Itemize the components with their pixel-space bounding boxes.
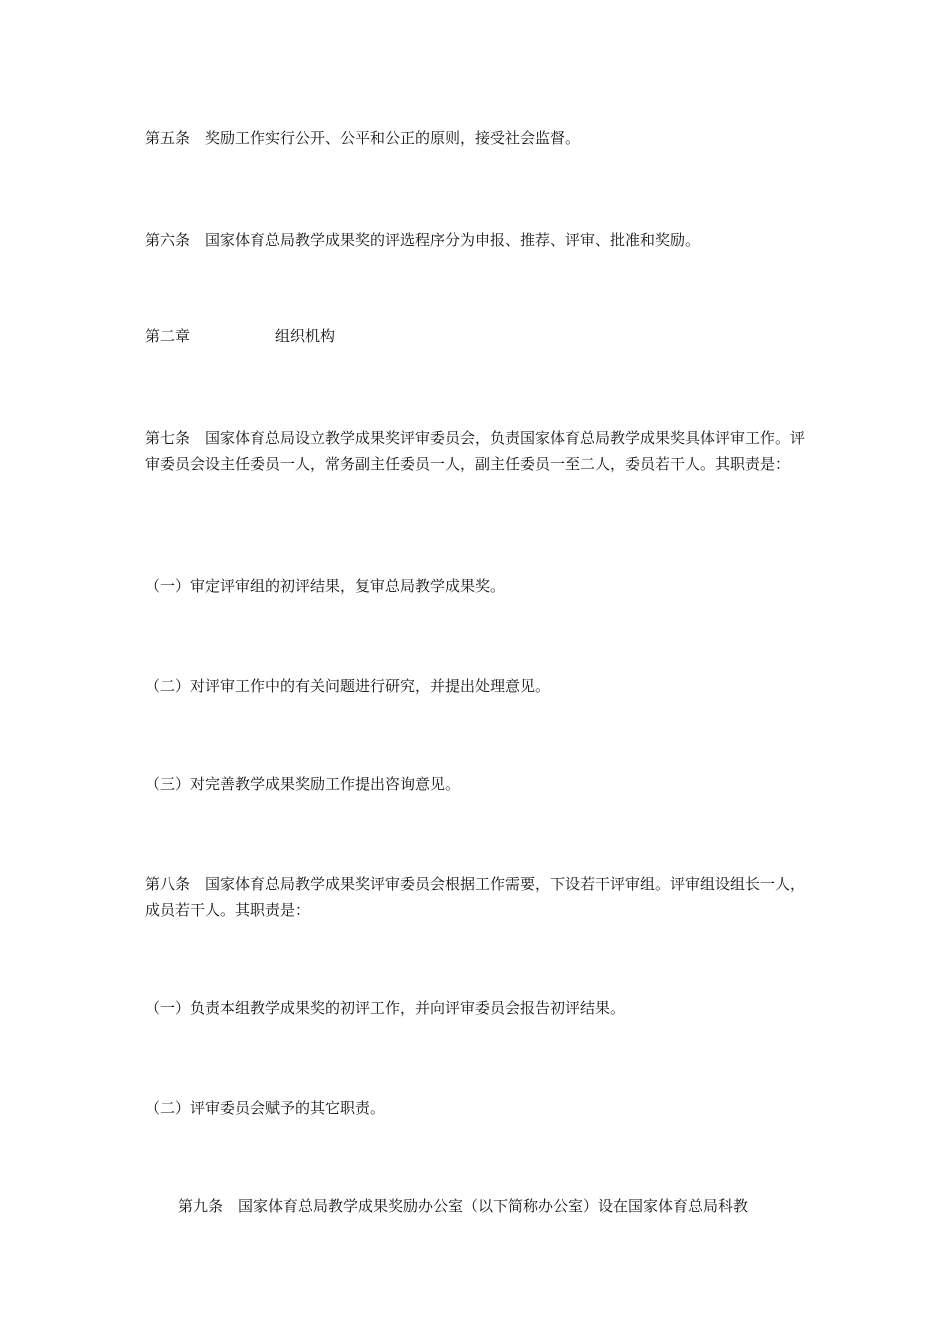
article-7: 第七条 国家体育总局设立教学成果奖评审委员会，负责国家体育总局教学成果奖具体评审工作。评审委员会设主任委员一人，常务副主任委员一人，副主任委员一至二人，委员若干人。其职责是： <box>145 429 806 473</box>
article-7-item-2: （二）对评审工作中的有关问题进行研究，并提出处理意见。 <box>145 677 551 695</box>
article-7-item-3: （三）对完善教学成果奖励工作提出咨询意见。 <box>145 775 461 793</box>
article-8: 第八条 国家体育总局教学成果奖评审委员会根据工作需要，下设若干评审组。评审组设组长一人，成员若干人。其职责是： <box>145 875 806 919</box>
article-8-item-1: （一）负责本组教学成果奖的初评工作，并向评审委员会报告初评结果。 <box>145 999 626 1017</box>
chapter-heading <box>145 323 336 349</box>
chapter-title: 组织机构 <box>275 327 336 345</box>
article-7-item-1: （一）审定评审组的初评结果，复审总局教学成果奖。 <box>145 577 506 595</box>
chapter-number: 第二章 <box>145 327 191 345</box>
article-5: 第五条 奖励工作实行公开、公平和公正的原则，接受社会监督。 <box>145 129 581 147</box>
article-6: 第六条 国家体育总局教学成果奖的评选程序分为申报、推荐、评审、批准和奖励。 <box>145 231 701 249</box>
article-8-item-2: （二）评审委员会赋予的其它职责。 <box>145 1099 386 1117</box>
article-9: 第九条 国家体育总局教学成果奖励办公室（以下简称办公室）设在国家体育总局科教 <box>178 1197 749 1215</box>
